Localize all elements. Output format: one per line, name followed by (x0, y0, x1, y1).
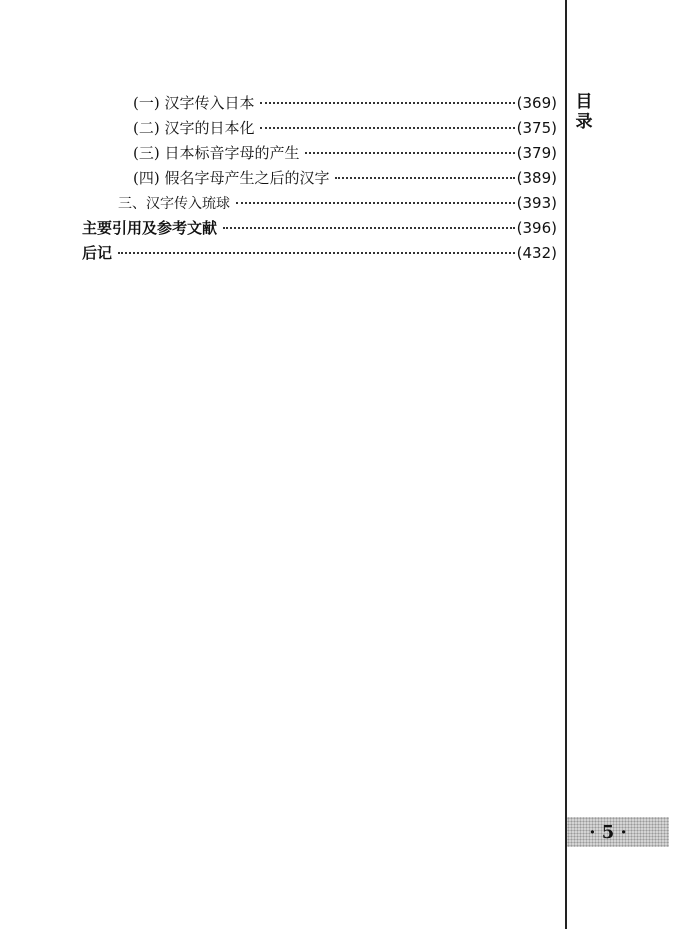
margin-rule (565, 0, 567, 929)
toc-entry[interactable] (82, 242, 557, 264)
dot-leader (260, 102, 514, 104)
toc-entry-page: (389) (516, 169, 557, 187)
page-number-tab (567, 817, 669, 847)
dot-leader (223, 227, 515, 229)
toc-entry-title: (一) 汉字传入日本 (133, 94, 255, 112)
toc-entry[interactable] (133, 92, 557, 114)
toc-entry-title: 后记 (82, 244, 113, 262)
toc-entry-page: (375) (516, 119, 557, 137)
toc-entry-page: (396) (516, 219, 557, 237)
toc-entry[interactable] (133, 117, 557, 139)
toc-entry-title: 主要引用及参考文献 (82, 219, 218, 237)
toc-entry[interactable] (133, 167, 557, 189)
toc-entry-page: (393) (516, 194, 557, 212)
toc-entry-title: (二) 汉字的日本化 (133, 119, 255, 137)
section-side-label: 目录 (575, 92, 593, 132)
toc-entry-title: (三) 日本标音字母的产生 (133, 144, 300, 162)
dot-leader (335, 177, 514, 179)
dot-leader (260, 127, 514, 129)
dot-leader (236, 202, 515, 204)
toc-entry-page: (369) (516, 94, 557, 112)
toc-entry-title: (四) 假名字母产生之后的汉字 (133, 169, 330, 187)
page-number: · 5 · (589, 821, 627, 843)
toc-entry-page: (432) (516, 244, 557, 262)
toc-entry-title: 三、汉字传入琉球 (118, 196, 230, 212)
toc-entry[interactable] (118, 192, 557, 214)
toc-entry-page: (379) (516, 144, 557, 162)
toc-entry[interactable] (82, 217, 557, 239)
dot-leader (118, 252, 515, 254)
dot-leader (305, 152, 514, 154)
toc-entry[interactable] (133, 142, 557, 164)
